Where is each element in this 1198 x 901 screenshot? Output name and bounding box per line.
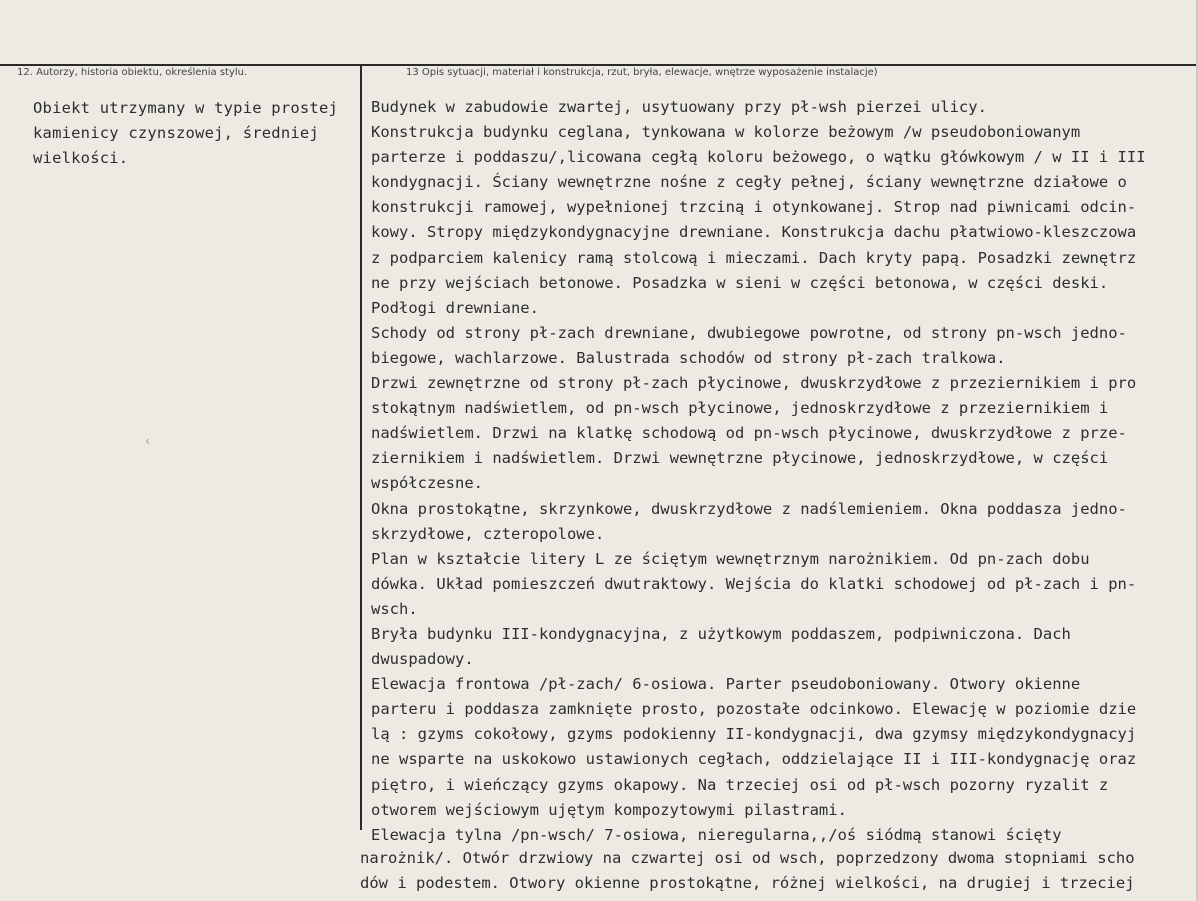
text-line: nadświetlem. Drzwi na klatkę schodową od pn-wsch płycinowe, dwuskrzydłowe z prze- [371,424,1127,443]
text-line: parteru i poddasza zamknięte prosto, pozostałe odcinkowo. Elewację w poziomie dzie [371,700,1137,719]
text-line: Okna prostokątne, skrzynkowe, dwuskrzydłowe z nadślemieniem. Okna poddasza jedno- [371,499,1127,518]
text-line: parterze i poddaszu/,licowana cegłą koloru beżowego, o wątku główkowym / w II i III [371,148,1146,167]
text-line: wsch. [371,599,418,618]
text-line: Elewacja tylna /pn-wsch/ 7-osiowa, nieregularna,,/oś siódmą stanowi ścięty [371,825,1062,844]
text-line: Konstrukcja budynku ceglana, tynkowana w kolorze beżowym /w pseudoboniowanym [371,123,1081,142]
field-12-content [33,96,353,171]
text-line: Obiekt utrzymany w typie prostej [33,99,339,117]
text-line: ne przy wejściach betonowe. Posadzka w sieni w części betonowa, w części deski. [371,273,1109,292]
field-13-content [371,95,1193,848]
text-line: kondygnacji. Ściany wewnętrzne nośne z cegły pełnej, ściany wewnętrzne działowe o [371,173,1127,192]
form-column-divider [360,66,362,830]
text-line: dwuspadowy. [371,650,474,669]
text-line: otworem wejściowym ujętym kompozytowymi pilastrami. [371,800,847,819]
text-line: dówka. Układ pomieszczeń dwutraktowy. Wejścia do klatki schodowej od pł-zach i pn- [371,574,1137,593]
text-line: ziernikiem i nadświetlem. Drzwi wewnętrzne płycinowe, jednoskrzydłowe, w części [371,449,1109,468]
continuation-text [360,846,1195,896]
text-line: narożnik/. Otwór drzwiowy na czwartej osi od wsch, poprzedzony dwoma stopniami scho [360,849,1135,867]
text-line: Elewacja frontowa /pł-zach/ 6-osiowa. Parter pseudoboniowany. Otwory okienne [371,675,1081,694]
text-line: skrzydłowe, czteropolowe. [371,524,605,543]
text-line: dów i podestem. Otwory okienne prostokątne, różnej wielkości, na drugiej i trzeciej [360,874,1135,893]
text-line: kowy. Stropy międzykondygnacyjne drewniane. Konstrukcja dachu płatwiowo-kleszczowa [371,223,1137,242]
text-line: Budynek w zabudowie zwartej, usytuowany przy pł-wsh pierzei ulicy. [371,98,987,116]
text-line: współczesne. [371,474,483,493]
text-line: Drzwi zewnętrzne od strony pł-zach płycinowe, dwuskrzydłowe z przeziernikiem i pro [371,374,1137,393]
form-horizontal-rule [0,64,1198,66]
text-line: biegowe, wachlarzowe. Balustrada schodów od strony pł-zach tralkowa. [371,348,1006,367]
text-line: konstrukcji ramowej, wypełnionej trzciną i otynkowanej. Strop nad piwnicami odcin- [371,198,1137,217]
text-line: Bryła budynku III-kondygnacyjna, z użytkowym poddaszem, podpiwniczona. Dach [371,624,1071,643]
text-line: piętro, i wieńczący gzyms okapowy. Na trzeciej osi od pł-wsch pozorny ryzalit z [371,775,1109,794]
field-12-label: 12. Autorzy, historia obiektu, określenia stylu. [17,67,248,78]
field-13-label: 13 Opis sytuacji, materiał i konstrukcja, rzut, bryła, elewacje, wnętrze wyposażenie instalacje) [406,67,878,78]
stray-mark: ‹ [144,434,152,448]
text-line: Plan w kształcie litery L ze ściętym wewnętrznym narożnikiem. Od pn-zach dobu [371,549,1090,568]
text-line: stokątnym nadświetlem, od pn-wsch płycinowe, jednoskrzydłowe z przeziernikiem i [371,399,1109,418]
text-line: wielkości. [33,149,129,168]
text-line: ne wsparte na uskokowo ustawionych cegłach, oddzielające II i III-kondygnację oraz [371,750,1137,769]
text-line: lą : gzyms cokołowy, gzyms podokienny II-kondygnacji, dwa gzymsy międzykondygnacyj [371,725,1137,744]
text-line: kamienicy czynszowej, średniej [33,124,319,143]
text-line: z podparciem kalenicy ramą stolcową i mieczami. Dach kryty papą. Posadzki zewnętrz [371,248,1137,267]
text-line: Podłogi drewniane. [371,298,539,317]
text-line: Schody od strony pł-zach drewniane, dwubiegowe powrotne, od strony pn-wsch jedno- [371,323,1127,342]
